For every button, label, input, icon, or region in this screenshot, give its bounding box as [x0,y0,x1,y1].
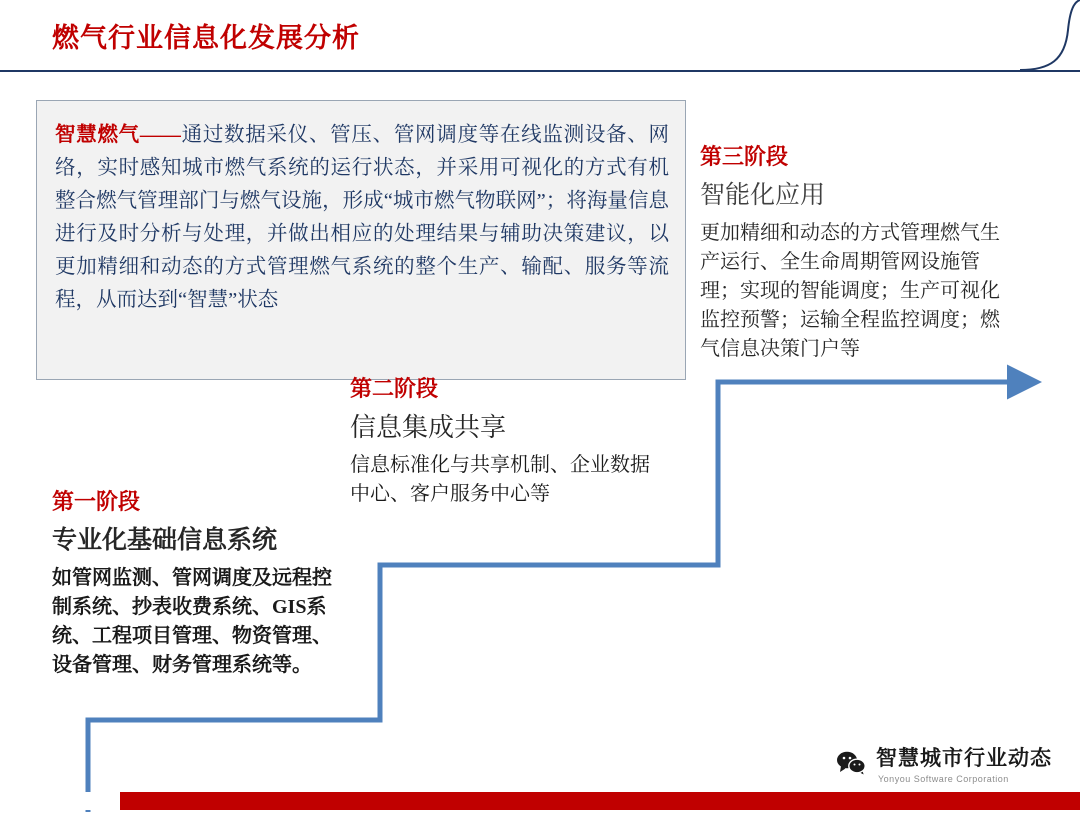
callout-body: 通过数据采仪、管压、管网调度等在线监测设备、网络，实时感知城市燃气系统的运行状态，并采用可视化的方式有机整合燃气管理部门与燃气设施，形成“城市燃气物联网”；将海量信息进行及时分析与处理，并做出相应的处理结果与辅助决策建议，以更加精细和动态的方式管理燃气系统的整个生产、输配、服务等流程，从而达到“智慧”状态 [55,124,670,311]
callout-text [55,119,669,317]
stage-block-third [700,140,1010,364]
page-title: 燃气行业信息化发展分析 [52,23,360,53]
header-curve-decoration [1020,0,1080,72]
stage-block-second [350,372,650,509]
footer-brand-name: 智慧城市行业动态 [876,747,1052,770]
footer-brand-texts [876,742,1052,784]
footer-brand [836,742,1052,784]
stage-title-third: 智能化应用 [700,182,826,209]
footer-bar-left-gap [0,792,120,810]
stage-desc-first: 如管网监测、管网调度及远程控制系统、抄表收费系统、GIS系统、工程项目管理、物资管理、设备管理、财务管理系统等。 [52,567,332,676]
wechat-icon [836,750,866,776]
stage-tag-second: 第二阶段 [350,376,439,401]
stage-tag-first: 第一阶段 [52,489,141,514]
footer-bar [0,792,1080,810]
footer-brand-subtitle: Yonyou Software Corporation [878,774,1009,784]
slide-header [0,0,1080,72]
stage-desc-third: 更加精细和动态的方式管理燃气生产运行、全生命周期管网设施管理；实现的智能调度；生产可视化监控预警；运输全程监控调度；燃气信息决策门户等 [700,222,1000,360]
stage-title-second: 信息集成共享 [350,413,507,442]
stage-desc-second: 信息标准化与共享机制、企业数据中心、客户服务中心等 [350,454,650,505]
wechat-icon-svg [836,750,866,776]
callout-lead: 智慧燃气—— [55,124,181,146]
stage-block-first [52,485,337,680]
stage-title-first: 专业化基础信息系统 [52,527,278,554]
smart-gas-callout [36,100,686,380]
header-curve-svg [1020,0,1080,72]
stage-tag-third: 第三阶段 [700,144,789,169]
